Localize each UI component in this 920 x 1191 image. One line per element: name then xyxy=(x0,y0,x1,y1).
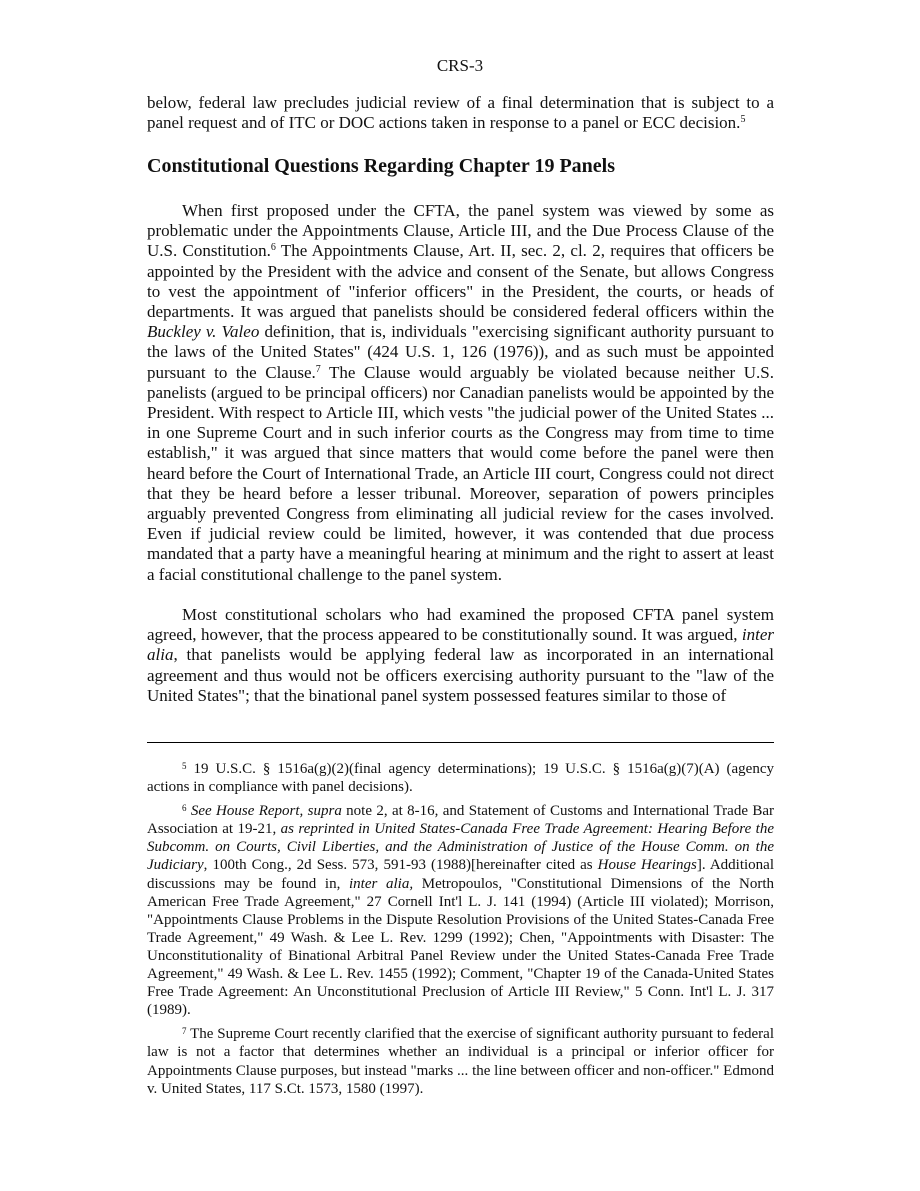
continued-paragraph xyxy=(147,93,774,133)
fn6-italic-1: See House Report, supra xyxy=(190,803,342,820)
footnote-ref-6[interactable]: 6 xyxy=(270,242,276,254)
p2-text-a: Most constitutional scholars who had examined the proposed CFTA panel system agreed, however, that the process appeared to be constitutionally sound. It was argued, xyxy=(147,605,774,645)
fn6-italic-4: inter alia, xyxy=(349,875,414,892)
footnote-5-number: 5 xyxy=(182,761,187,771)
footnote-5-text: 19 U.S.C. § 1516a(g)(2)(final agency determinations); 19 U.S.C. § 1516a(g)(7)(A) (agency actions in compliance with panel decisions). xyxy=(147,761,774,796)
footnote-7-number: 7 xyxy=(182,1026,187,1037)
fn6-text-4: Metropoulos, "Constitutional Dimensions of the North American Free Trade Agreement," 27 Cornell Int'l L. J. 141 (1994) (Article III violated); Morrison, "Appointments Clause Problems in the Dispute Resolution Provisions of the United States-Canada Free Trade Agreement," 49 Wash. & Lee L. Rev. 1299 (1992); Chen, "Appointments with Disaster: The Unconstitutionality of Binational Arbitral Panel Review under the United States-Canada Free Trade Agreement," 49 Wash. & Lee L. Rev. 1455 (1992); Comment, "Chapter 19 of the Canada-United States Free Trade Agreement: An Unconstitutional Preclusion of Article III Review," 5 Conn. Int'l L. J. 317 (1989). xyxy=(147,875,775,1019)
footnote-7 xyxy=(147,1025,774,1097)
paragraph-scholarly-view xyxy=(147,605,774,706)
footnote-ref-5[interactable]: 5 xyxy=(740,114,746,126)
latin-inter-alia: inter alia xyxy=(147,625,774,665)
fn6-italic-3: House Hearings xyxy=(597,857,697,874)
footnote-6-number: 6 xyxy=(182,803,187,814)
case-name-buckley: Buckley v. Valeo xyxy=(147,322,260,342)
fn6-text-3: ]. Additional discussions may be found in, xyxy=(147,857,774,892)
footnote-ref-7[interactable]: 7 xyxy=(315,363,321,375)
footnotes-section xyxy=(147,760,774,1104)
p1-text-d: The Clause would arguably be violated because neither U.S. panelists (argued to be principal officers) nor Canadian panelists would be appointed by the President. With respect to Article III, which vests "the judicial power of the United States ... in one Supreme Court and in such inferior courts as the Congress may from time to time establish," it was argued that since matters that would come before the panel were then heard before the Court of International Trade, an Article III court, Congress could not direct that they be heard before a lesser tribunal. Moreover, separation of powers principles arguably prevented Congress from eliminating all judicial review for the cases involved. Even if judicial review could be limited, however, it was contended that due process mandated that a party have a meaningful hearing at minimum and the right to assert at least a facial constitutional challenge to the panel system. xyxy=(147,362,775,584)
p1-text-b: The Appointments Clause, Art. II, sec. 2, cl. 2, requires that officers be appointed by the President with the advice and consent of the Senate, but allows Congress to vest the appointment of "inferior officers" in the President, the courts, or heads of departments. It was argued that panelists should be considered federal officers within the xyxy=(147,241,774,322)
page-number-header: CRS-3 xyxy=(436,56,484,75)
section-heading: Constitutional Questions Regarding Chapter 19 Panels xyxy=(147,155,616,177)
fn6-text-2: , 100th Cong., 2d Sess. 573, 591-93 (1988)[hereinafter cited as xyxy=(203,857,598,874)
footnote-6 xyxy=(147,802,774,1019)
footnote-7-text: The Supreme Court recently clarified that the exercise of significant authority pursuant to federal law is not a factor that determines whether an individual is a principal or inferior officer for Appointments Clause purposes, but instead "marks ... the line between officer and non-officer." Edmond v. United States, 117 S.Ct. 1573, 1580 (1997). xyxy=(147,1026,774,1097)
footnote-divider xyxy=(147,742,774,743)
paragraph-constitutional-concerns xyxy=(147,201,774,585)
fn6-text-1: note 2, at 8-16, and Statement of Customs and International Trade Bar Association at 19-21, xyxy=(147,803,775,838)
p1-text-c: definition, that is, individuals "exercising significant authority pursuant to the laws of the United States" (424 U.S. 1, 126 (1976)), and as such must be appointed pursuant to the Clause. xyxy=(147,322,775,382)
continued-paragraph-text: below, federal law precludes judicial review of a final determination that is subject to a panel request and of ITC or DOC actions taken in response to a panel or ECC decision. xyxy=(147,93,774,133)
fn6-italic-2: as reprinted in United States-Canada Free Trade Agreement: Hearing Before the Subcomm. on Courts, Civil Liberties, and the Administration of Justice of the House Comm. on the Judiciary xyxy=(147,821,774,874)
p2-text-b: , that panelists would be applying federal law as incorporated in an international agreement and thus would not be officers exercising authority pursuant to the "law of the United States"; that the binational panel system possessed features similar to those of xyxy=(147,645,774,705)
p1-text-a: When first proposed under the CFTA, the panel system was viewed by some as problematic under the Appointments Clause, Article III, and the Due Process Clause of the U.S. Constitution. xyxy=(147,201,774,261)
footnote-5 xyxy=(147,760,774,796)
